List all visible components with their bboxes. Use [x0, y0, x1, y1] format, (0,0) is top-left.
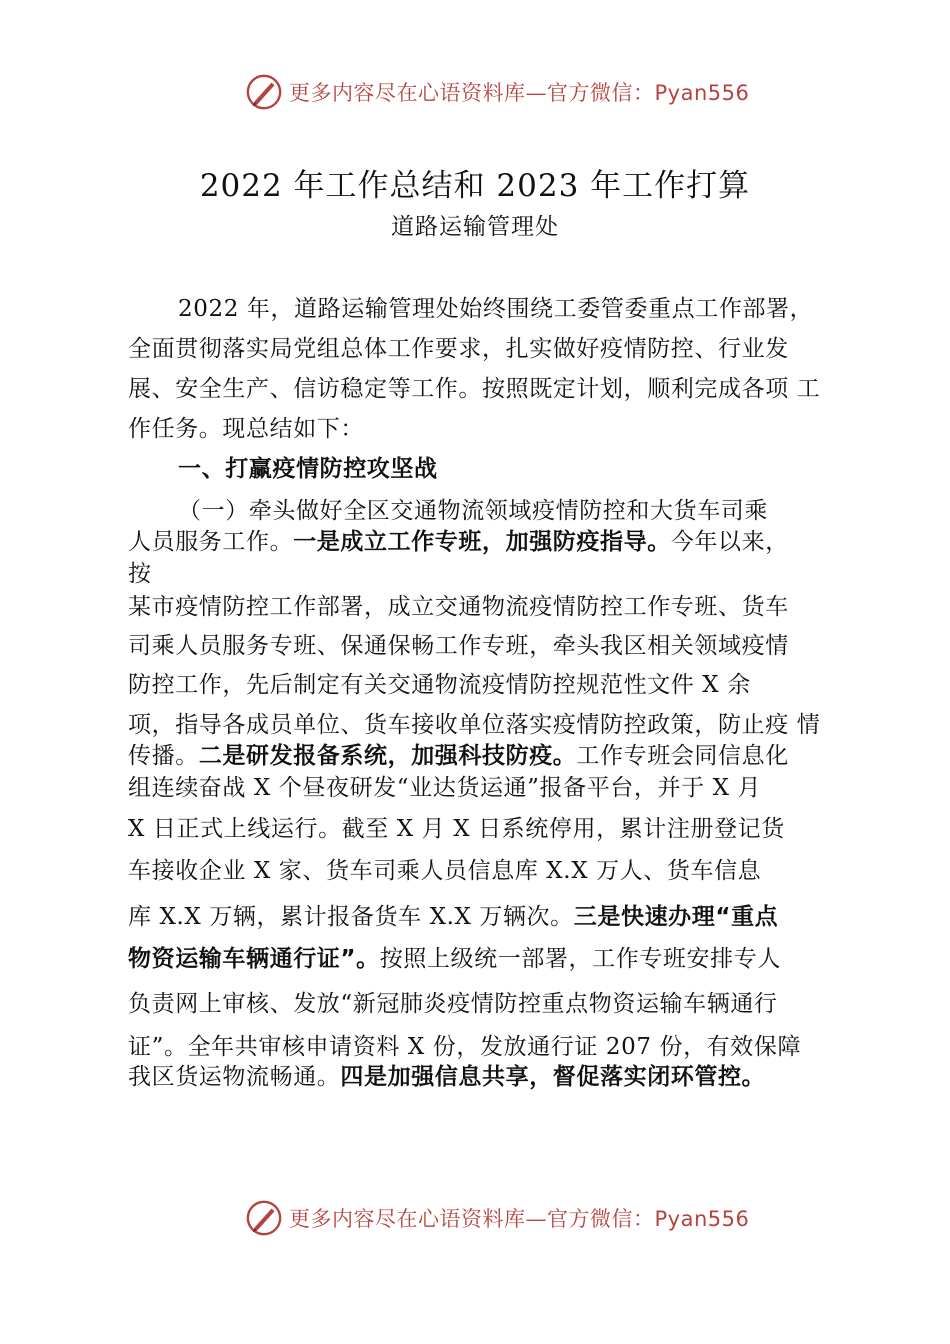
paragraph-line: 司乘人员服务专班、保通保畅工作专班，牵头我区相关领域疫情 — [128, 633, 789, 659]
paragraph-line: 按 — [128, 561, 152, 587]
banner-text: 更多内容尽在心语资料库—官方微信：Pyan556 — [289, 81, 750, 105]
paragraph-line: 传播。二是研发报备系统，加强科技防疫。工作专班会同信息化 — [128, 743, 789, 769]
pen-logo-icon — [245, 73, 283, 111]
paragraph-line: X 日正式上线运行。截至 X 月 X 日系统停用，累计注册登记货 — [128, 816, 785, 842]
paragraph-line: 物资运输车辆通行证”。按照上级统一部署，工作专班安排专人 — [128, 946, 781, 972]
header-banner — [245, 72, 749, 112]
wechat-id: Pyan556 — [654, 1207, 750, 1231]
bold-phrase: 物资运输车辆通行证”。 — [128, 946, 380, 972]
document-title: 2022 年工作总结和 2023 年工作打算 — [199, 168, 751, 204]
paragraph-line: 负责网上审核、发放“新冠肺炎疫情防控重点物资运输车辆通行 — [128, 991, 778, 1017]
bold-phrase: 二是研发报备系统，加强科技防疫。 — [198, 743, 577, 769]
section-heading: 一、打赢疫情防控攻坚战 — [178, 456, 438, 482]
paragraph-line: 库 X.X 万辆，累计报备货车 X.X 万辆次。三是快速办理“重点 — [128, 904, 779, 930]
document-subtitle: 道路运输管理处 — [391, 214, 559, 240]
wechat-id: Pyan556 — [654, 81, 750, 105]
bold-phrase: 一是成立工作专班，加强防疫指导。 — [293, 529, 671, 555]
paragraph-line: 某市疫情防控工作部署，成立交通物流疫情防控工作专班、货车 — [128, 594, 789, 620]
banner-text: 更多内容尽在心语资料库—官方微信：Pyan556 — [289, 1207, 750, 1231]
paragraph-line: （一）牵头做好全区交通物流领域疫情防控和大货车司乘 — [178, 498, 768, 524]
paragraph-line: 证”。全年共审核申请资料 X 份，发放通行证 207 份，有效保障 — [128, 1034, 802, 1060]
paragraph-line: 人员服务工作。一是成立工作专班，加强防疫指导。今年以来， — [128, 529, 789, 555]
pen-logo-icon — [245, 1199, 283, 1237]
paragraph-line: 展、安全生产、信访稳定等工作。按照既定计划，顺利完成各项 工 — [128, 376, 821, 402]
paragraph-line: 项，指导各成员单位、货车接收单位落实疫情防控政策，防止疫 情 — [128, 712, 821, 738]
paragraph-line: 全面贯彻落实局党组总体工作要求，扎实做好疫情防控、行业发 — [128, 336, 789, 362]
paragraph-line: 防控工作，先后制定有关交通物流疫情防控规范性文件 X 余 — [128, 672, 751, 698]
bold-phrase: 三是快速办理“重点 — [573, 904, 779, 930]
paragraph-line: 作任务。现总结如下： — [128, 416, 364, 442]
paragraph-line: 2022 年，道路运输管理处始终围绕工委管委重点工作部署， — [178, 296, 814, 322]
paragraph-line: 车接收企业 X 家、货车司乘人员信息库 X.X 万人、货车信息 — [128, 858, 762, 884]
footer-banner — [245, 1198, 749, 1238]
paragraph-line: 我区货运物流畅通。四是加强信息共享，督促落实闭环管控。 — [128, 1064, 766, 1090]
paragraph-line: 组连续奋战 X 个昼夜研发“业达货运通”报备平台，并于 X 月 — [128, 775, 762, 801]
bold-phrase: 四是加强信息共享，督促落实闭环管控。 — [340, 1064, 766, 1090]
